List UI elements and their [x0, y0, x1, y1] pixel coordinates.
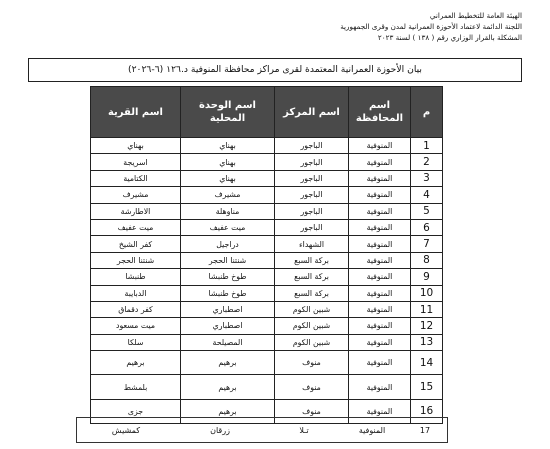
cell-village: الاطارشة: [91, 203, 181, 219]
cell-local-unit: المصيلحة: [181, 334, 275, 350]
cell-local-unit: طوخ طنبشا: [181, 269, 275, 285]
cell-governorate: المنوفية: [349, 187, 411, 203]
cell-governorate: المنوفية: [349, 301, 411, 317]
cell-center: الباجور: [275, 170, 349, 186]
table-row: [91, 236, 443, 252]
table-row: [91, 351, 443, 375]
cell-village: سلكا: [91, 334, 181, 350]
cell-index: 13: [411, 334, 443, 350]
cell-center: الباجور: [275, 154, 349, 170]
table-row: [91, 301, 443, 317]
header-line-authority: الهيئة العامة للتخطيط العمراني: [429, 11, 522, 20]
cell-governorate: المنوفية: [349, 351, 411, 375]
cell-governorate: المنوفية: [349, 375, 411, 399]
cell-index: 8: [411, 252, 443, 268]
cell-local-unit: زرقان: [210, 425, 230, 435]
issuer-header: [222, 10, 522, 43]
villages-table: [90, 86, 443, 424]
document-title: بيان الأحوزة العمرانية المعتمدة لقرى مراكز محافظة المنوفية د.١٢٦ (٦-٢٠٢٦): [28, 58, 522, 82]
cell-local-unit: اصطباري: [181, 318, 275, 334]
cell-center: بركة السبع: [275, 269, 349, 285]
cell-index: 17: [419, 425, 431, 435]
cell-local-unit: بهناي: [181, 154, 275, 170]
table-row: [91, 318, 443, 334]
cell-local-unit: بهناي: [181, 170, 275, 186]
cell-local-unit: بهناي: [181, 138, 275, 154]
cell-index: 16: [411, 399, 443, 423]
cell-center: الباجور: [275, 203, 349, 219]
cell-local-unit: طوخ طنبشا: [181, 285, 275, 301]
cell-center: تـلا: [299, 425, 309, 435]
table-row: [91, 154, 443, 170]
cell-local-unit: ميت عفيف: [181, 219, 275, 235]
cell-village: كفر الشيخ: [91, 236, 181, 252]
cell-index: 10: [411, 285, 443, 301]
cell-governorate: المنوفية: [349, 236, 411, 252]
cell-village: مشيرف: [91, 187, 181, 203]
table-row-17: [76, 417, 448, 443]
cell-village: بلمشط: [91, 375, 181, 399]
cell-index: 4: [411, 187, 443, 203]
cell-local-unit: مشيرف: [181, 187, 275, 203]
cell-governorate: المنوفية: [349, 318, 411, 334]
cell-index: 15: [411, 375, 443, 399]
cell-center: شبين الكوم: [275, 318, 349, 334]
cell-index: 2: [411, 154, 443, 170]
cell-index: 11: [411, 301, 443, 317]
cell-governorate: المنوفية: [349, 252, 411, 268]
header-line-decree: المشكلة بالقرار الوزاري رقم ( ١٣٨ ) لسنة ٢٠٢٣: [377, 33, 522, 42]
cell-governorate: المنوفية: [349, 170, 411, 186]
cell-local-unit: اصطباري: [181, 301, 275, 317]
cell-index: 9: [411, 269, 443, 285]
cell-governorate: المنوفية: [349, 203, 411, 219]
cell-village: الكتامية: [91, 170, 181, 186]
cell-governorate: المنوفية: [349, 399, 411, 423]
cell-index: 7: [411, 236, 443, 252]
cell-village: برهيم: [91, 351, 181, 375]
cell-governorate: المنوفية: [349, 334, 411, 350]
cell-governorate: المنوفية: [349, 285, 411, 301]
cell-center: منوف: [275, 399, 349, 423]
cell-local-unit: برهيم: [181, 399, 275, 423]
cell-center: الباجور: [275, 138, 349, 154]
cell-village: الدبايبة: [91, 285, 181, 301]
cell-village: ميت مسعود: [91, 318, 181, 334]
cell-center: الباجور: [275, 219, 349, 235]
table-row: [91, 375, 443, 399]
col-header-index: م: [411, 87, 443, 138]
table-row: [91, 334, 443, 350]
cell-index: 6: [411, 219, 443, 235]
cell-governorate: المنوفية: [349, 269, 411, 285]
cell-center: بركة السبع: [275, 285, 349, 301]
cell-governorate: المنوفية: [349, 219, 411, 235]
cell-governorate: المنوفية: [349, 138, 411, 154]
cell-local-unit: دراجيل: [181, 236, 275, 252]
cell-village: طنبشا: [91, 269, 181, 285]
cell-center: منوف: [275, 375, 349, 399]
cell-index: 14: [411, 351, 443, 375]
cell-center: بركة السبع: [275, 252, 349, 268]
table-row: [91, 187, 443, 203]
table-row: [91, 203, 443, 219]
cell-governorate: المنوفية: [358, 425, 386, 435]
table-row: [91, 219, 443, 235]
cell-local-unit: برهيم: [181, 351, 275, 375]
table-header-row: [91, 87, 443, 138]
cell-center: منوف: [275, 351, 349, 375]
cell-center: شبين الكوم: [275, 301, 349, 317]
header-line-committee: اللجنة الدائمة لاعتماد الأحوزة العمرانية لمدن وقرى الجمهورية: [340, 22, 522, 31]
cell-village: كمشيش: [111, 425, 141, 435]
cell-index: 5: [411, 203, 443, 219]
cell-local-unit: شنتنا الحجر: [181, 252, 275, 268]
cell-village: بهناي: [91, 138, 181, 154]
cell-local-unit: برهيم: [181, 375, 275, 399]
cell-village: شنتنا الحجر: [91, 252, 181, 268]
table-row: [91, 269, 443, 285]
col-header-governorate: اسم المحافظة: [349, 87, 411, 138]
cell-index: 1: [411, 138, 443, 154]
cell-index: 3: [411, 170, 443, 186]
cell-center: الباجور: [275, 187, 349, 203]
table-row: [91, 170, 443, 186]
cell-local-unit: مناوهلة: [181, 203, 275, 219]
cell-village: كفر دقماق: [91, 301, 181, 317]
table-row: [91, 138, 443, 154]
col-header-village: اسم القرية: [91, 87, 181, 138]
cell-village: اسريجة: [91, 154, 181, 170]
cell-center: شبين الكوم: [275, 334, 349, 350]
cell-village: ميت عفيف: [91, 219, 181, 235]
col-header-center: اسم المركز: [275, 87, 349, 138]
table-row: [91, 285, 443, 301]
col-header-local-unit: اسم الوحدة المحلية: [181, 87, 275, 138]
cell-village: جزى: [91, 399, 181, 423]
cell-center: الشهداء: [275, 236, 349, 252]
cell-governorate: المنوفية: [349, 154, 411, 170]
table-row: [91, 252, 443, 268]
cell-index: 12: [411, 318, 443, 334]
